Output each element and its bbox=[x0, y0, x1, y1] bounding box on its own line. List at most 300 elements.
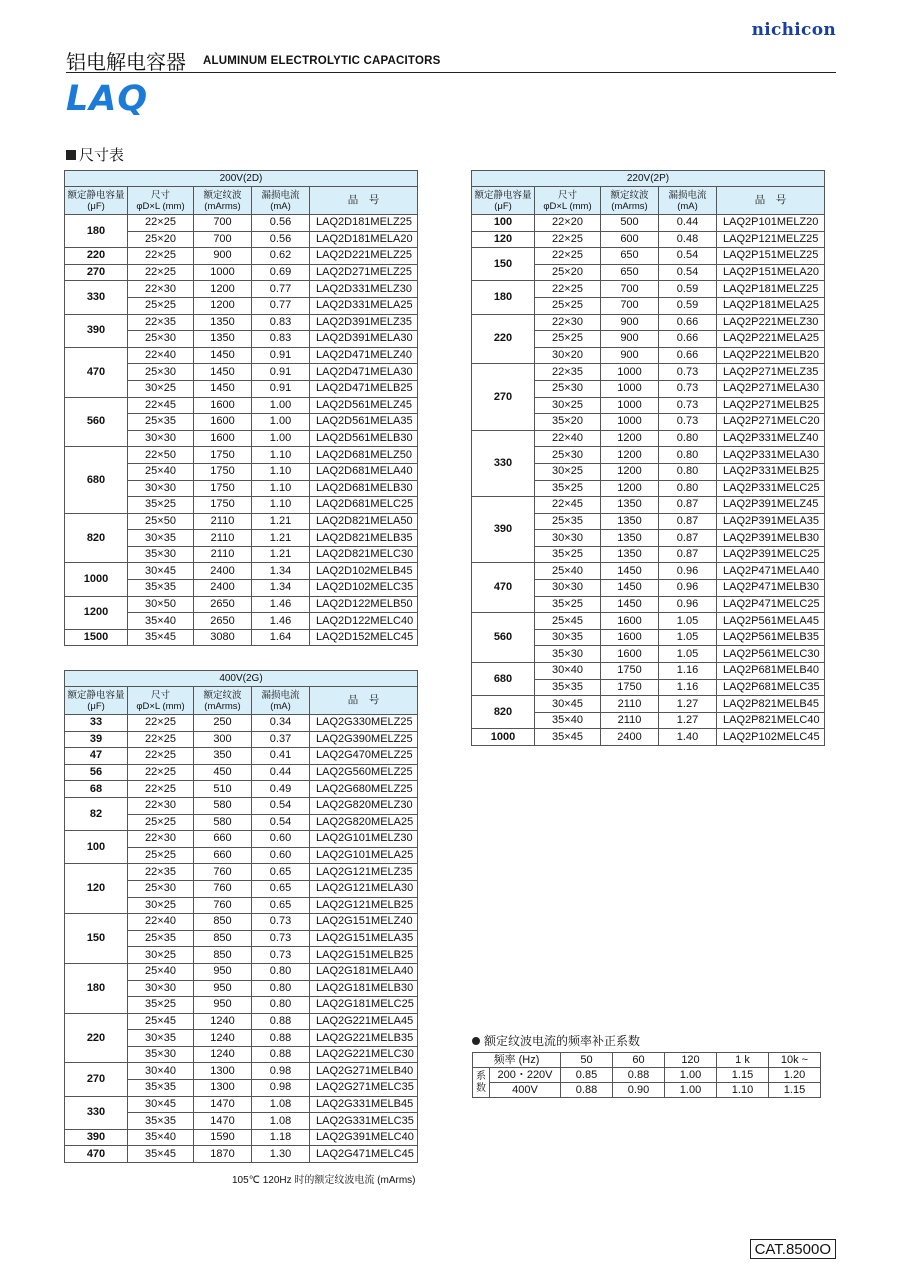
ripple-cell: 2110 bbox=[194, 530, 252, 547]
dimension-cell: 35×35 bbox=[128, 1113, 194, 1130]
freq-table-title bbox=[472, 1032, 640, 1049]
freq-row bbox=[473, 1083, 821, 1098]
part-number-cell: LAQ2P271MELB25 bbox=[717, 397, 825, 414]
dimension-cell: 22×40 bbox=[535, 430, 601, 447]
leakage-header-line2: (mA) bbox=[677, 200, 698, 212]
table-row bbox=[65, 347, 418, 364]
dimension-cell: 35×25 bbox=[535, 480, 601, 497]
part-number-cell: LAQ2D681MELA40 bbox=[310, 463, 418, 480]
table-row bbox=[65, 264, 418, 281]
part-number-cell: LAQ2P151MELA20 bbox=[717, 264, 825, 281]
part-number-cell: LAQ2G221MELC30 bbox=[310, 1046, 418, 1063]
part-number-cell: LAQ2D471MELA30 bbox=[310, 364, 418, 381]
part-number-cell: LAQ2D681MELZ50 bbox=[310, 447, 418, 464]
capacitance-cell: 820 bbox=[472, 696, 535, 729]
dimension-cell: 22×25 bbox=[128, 748, 194, 765]
leakage-cell: 0.88 bbox=[252, 1013, 310, 1030]
ripple-header bbox=[194, 687, 252, 715]
ripple-cell: 1470 bbox=[194, 1096, 252, 1113]
dimension-cell: 25×30 bbox=[128, 364, 194, 381]
dimension-header-line2: φD×L (mm) bbox=[136, 700, 185, 712]
dimension-cell: 25×25 bbox=[128, 814, 194, 831]
leakage-cell: 0.80 bbox=[252, 997, 310, 1014]
part-number-cell: LAQ2D561MELZ45 bbox=[310, 397, 418, 414]
leakage-cell: 0.44 bbox=[252, 764, 310, 781]
table-row bbox=[65, 963, 418, 980]
leakage-cell: 1.10 bbox=[252, 463, 310, 480]
capacitance-cell: 270 bbox=[472, 364, 535, 430]
cap-header-line1: 额定静电容量 bbox=[67, 689, 125, 701]
coefficient-cell: 1.20 bbox=[769, 1068, 821, 1083]
leakage-cell: 0.88 bbox=[252, 1046, 310, 1063]
table-row bbox=[65, 447, 418, 464]
ripple-cell: 1000 bbox=[601, 397, 659, 414]
ripple-header-line2: (mArms) bbox=[204, 700, 241, 712]
dimension-cell: 22×50 bbox=[128, 447, 194, 464]
freq-voltage-cell: 200・220V bbox=[490, 1068, 561, 1083]
dimension-cell: 25×45 bbox=[128, 1013, 194, 1030]
capacitance-cell: 82 bbox=[65, 797, 128, 830]
leakage-cell: 0.60 bbox=[252, 831, 310, 848]
leakage-cell: 0.80 bbox=[659, 463, 717, 480]
part-number-cell: LAQ2G330MELZ25 bbox=[310, 715, 418, 732]
column-header-row bbox=[65, 687, 418, 715]
dimension-header-line2: φD×L (mm) bbox=[543, 200, 592, 212]
coefficient-label-2: 数 bbox=[476, 1082, 486, 1094]
leakage-cell: 1.05 bbox=[659, 629, 717, 646]
capacitance-cell: 330 bbox=[65, 281, 128, 314]
freq-header-label: 频率 (Hz) bbox=[473, 1053, 561, 1068]
part-number-cell: LAQ2G121MELA30 bbox=[310, 880, 418, 897]
capacitance-cell: 1200 bbox=[65, 596, 128, 629]
dimension-cell: 22×30 bbox=[128, 831, 194, 848]
leakage-cell: 0.56 bbox=[252, 231, 310, 248]
table-400v bbox=[64, 670, 418, 1163]
ripple-cell: 1350 bbox=[194, 314, 252, 331]
capacitance-cell: 390 bbox=[65, 314, 128, 347]
table-row bbox=[65, 596, 418, 613]
leakage-cell: 0.96 bbox=[659, 563, 717, 580]
part-number-cell: LAQ2D561MELA35 bbox=[310, 414, 418, 431]
part-number-cell: LAQ2P331MELC25 bbox=[717, 480, 825, 497]
table-row bbox=[65, 1146, 418, 1163]
ripple-cell: 1240 bbox=[194, 1030, 252, 1047]
part-number-cell: LAQ2G101MELZ30 bbox=[310, 831, 418, 848]
ripple-cell: 250 bbox=[194, 715, 252, 732]
capacitance-cell: 56 bbox=[65, 764, 128, 781]
dimension-cell: 30×25 bbox=[128, 897, 194, 914]
ripple-cell: 1450 bbox=[601, 580, 659, 597]
dimension-cell: 25×35 bbox=[535, 513, 601, 530]
ripple-cell: 760 bbox=[194, 864, 252, 881]
table-row bbox=[65, 314, 418, 331]
part-number-cell: LAQ2G151MELB25 bbox=[310, 947, 418, 964]
leakage-header-line1: 漏损电流 bbox=[261, 689, 300, 701]
ripple-cell: 850 bbox=[194, 930, 252, 947]
leakage-cell: 0.80 bbox=[252, 963, 310, 980]
dimension-cell: 30×35 bbox=[535, 629, 601, 646]
part-number-cell: LAQ2P471MELA40 bbox=[717, 563, 825, 580]
leakage-cell: 0.60 bbox=[252, 847, 310, 864]
capacitance-cell: 470 bbox=[65, 347, 128, 397]
column-header-row bbox=[65, 187, 418, 215]
leakage-cell: 1.00 bbox=[252, 430, 310, 447]
ripple-cell: 1870 bbox=[194, 1146, 252, 1163]
table-row bbox=[65, 831, 418, 848]
ripple-cell: 660 bbox=[194, 831, 252, 848]
capacitance-cell: 390 bbox=[472, 497, 535, 563]
dimension-cell: 30×40 bbox=[128, 1063, 194, 1080]
leakage-cell: 1.40 bbox=[659, 729, 717, 746]
dimension-cell: 35×40 bbox=[535, 712, 601, 729]
part-number-cell: LAQ2P151MELZ25 bbox=[717, 248, 825, 265]
ripple-cell: 1200 bbox=[601, 480, 659, 497]
leakage-cell: 0.65 bbox=[252, 897, 310, 914]
part-number-cell: LAQ2D681MELB30 bbox=[310, 480, 418, 497]
part-number-cell: LAQ2G680MELZ25 bbox=[310, 781, 418, 798]
part-number-cell: LAQ2P391MELC25 bbox=[717, 546, 825, 563]
freq-value-header: 60 bbox=[613, 1053, 665, 1068]
leakage-cell: 1.05 bbox=[659, 646, 717, 663]
dimension-cell: 30×30 bbox=[128, 430, 194, 447]
freq-value-header: 10k ~ bbox=[769, 1053, 821, 1068]
dimension-cell: 30×30 bbox=[128, 980, 194, 997]
dimension-cell: 35×30 bbox=[128, 1046, 194, 1063]
part-number-cell: LAQ2G181MELC25 bbox=[310, 997, 418, 1014]
dimension-cell: 35×30 bbox=[535, 646, 601, 663]
part-number-cell: LAQ2G151MELA35 bbox=[310, 930, 418, 947]
voltage-row bbox=[472, 171, 825, 187]
ripple-cell: 1750 bbox=[194, 497, 252, 514]
ripple-cell: 700 bbox=[601, 281, 659, 298]
ripple-header-line2: (mArms) bbox=[611, 200, 648, 212]
part-number-cell: LAQ2D561MELB30 bbox=[310, 430, 418, 447]
part-number-cell: LAQ2G560MELZ25 bbox=[310, 764, 418, 781]
ripple-cell: 2650 bbox=[194, 613, 252, 630]
leakage-header bbox=[659, 187, 717, 215]
table-row bbox=[472, 314, 825, 331]
capacitance-cell: 120 bbox=[65, 864, 128, 914]
dimension-header-line1: 尺寸 bbox=[557, 189, 577, 201]
dimension-cell: 35×25 bbox=[535, 546, 601, 563]
table-row bbox=[472, 364, 825, 381]
capacitance-cell: 180 bbox=[65, 963, 128, 1013]
cap-header-line1: 额定静电容量 bbox=[67, 189, 125, 201]
dimension-cell: 30×45 bbox=[128, 1096, 194, 1113]
cap-header-line2: (μF) bbox=[87, 200, 105, 212]
ripple-cell: 300 bbox=[194, 731, 252, 748]
part-number-cell: LAQ2P331MELB25 bbox=[717, 463, 825, 480]
ripple-cell: 650 bbox=[601, 248, 659, 265]
table-row bbox=[472, 563, 825, 580]
part-number-cell: LAQ2D821MELA50 bbox=[310, 513, 418, 530]
ripple-cell: 950 bbox=[194, 980, 252, 997]
ripple-cell: 350 bbox=[194, 748, 252, 765]
voltage-header: 220V(2P) bbox=[472, 171, 825, 187]
leakage-cell: 0.87 bbox=[659, 513, 717, 530]
coefficient-cell: 1.15 bbox=[717, 1068, 769, 1083]
leakage-cell: 0.91 bbox=[252, 380, 310, 397]
capacitance-cell: 1000 bbox=[65, 563, 128, 596]
ripple-cell: 1350 bbox=[601, 513, 659, 530]
dimension-cell: 25×20 bbox=[128, 231, 194, 248]
capacitance-cell: 100 bbox=[472, 215, 535, 232]
freq-correction-table bbox=[472, 1052, 821, 1098]
table-row bbox=[472, 248, 825, 265]
capacitance-cell: 180 bbox=[65, 215, 128, 248]
ripple-cell: 1600 bbox=[194, 414, 252, 431]
dimension-cell: 35×25 bbox=[128, 997, 194, 1014]
part-number-cell: LAQ2P271MELC20 bbox=[717, 414, 825, 431]
part-number-cell: LAQ2G181MELB30 bbox=[310, 980, 418, 997]
leakage-header bbox=[252, 187, 310, 215]
leakage-cell: 1.10 bbox=[252, 497, 310, 514]
dimension-cell: 25×25 bbox=[535, 331, 601, 348]
dimension-cell: 30×25 bbox=[128, 947, 194, 964]
dimension-cell: 35×25 bbox=[128, 497, 194, 514]
ripple-cell: 1600 bbox=[194, 397, 252, 414]
part-number-cell: LAQ2G121MELZ35 bbox=[310, 864, 418, 881]
ripple-cell: 900 bbox=[601, 347, 659, 364]
dimension-cell: 25×25 bbox=[128, 297, 194, 314]
leakage-cell: 1.16 bbox=[659, 679, 717, 696]
ripple-cell: 1750 bbox=[601, 679, 659, 696]
ripple-cell: 1240 bbox=[194, 1013, 252, 1030]
table-row bbox=[65, 1129, 418, 1146]
leakage-header-line2: (mA) bbox=[270, 200, 291, 212]
part-number-cell: LAQ2D152MELC45 bbox=[310, 629, 418, 646]
dimension-cell: 35×45 bbox=[128, 1146, 194, 1163]
part-number-header: 品 号 bbox=[310, 187, 418, 215]
table-row bbox=[65, 764, 418, 781]
leakage-cell: 0.87 bbox=[659, 530, 717, 547]
cap-header-line2: (μF) bbox=[494, 200, 512, 212]
ripple-cell: 760 bbox=[194, 880, 252, 897]
capacitance-cell: 270 bbox=[65, 1063, 128, 1096]
part-number-cell: LAQ2D471MELB25 bbox=[310, 380, 418, 397]
part-number-cell: LAQ2D471MELZ40 bbox=[310, 347, 418, 364]
coefficient-cell: 1.10 bbox=[717, 1083, 769, 1098]
ripple-cell: 700 bbox=[194, 231, 252, 248]
dimension-cell: 22×25 bbox=[128, 248, 194, 265]
table-row bbox=[65, 215, 418, 232]
cap-header-line1: 额定静电容量 bbox=[474, 189, 532, 201]
ripple-cell: 1600 bbox=[194, 430, 252, 447]
leakage-cell: 1.64 bbox=[252, 629, 310, 646]
freq-voltage-cell: 400V bbox=[490, 1083, 561, 1098]
dimension-header-line2: φD×L (mm) bbox=[136, 200, 185, 212]
ripple-cell: 1600 bbox=[601, 629, 659, 646]
dimension-cell: 22×25 bbox=[535, 231, 601, 248]
part-number-cell: LAQ2P561MELA45 bbox=[717, 613, 825, 630]
part-number-cell: LAQ2P181MELA25 bbox=[717, 297, 825, 314]
leakage-cell: 0.54 bbox=[252, 814, 310, 831]
dimension-cell: 30×25 bbox=[128, 380, 194, 397]
capacitance-cell: 470 bbox=[65, 1146, 128, 1163]
part-number-cell: LAQ2P221MELB20 bbox=[717, 347, 825, 364]
ripple-cell: 1590 bbox=[194, 1129, 252, 1146]
dimension-cell: 25×35 bbox=[128, 414, 194, 431]
dimension-cell: 35×35 bbox=[128, 1080, 194, 1097]
part-number-cell: LAQ2G820MELZ30 bbox=[310, 797, 418, 814]
part-number-cell: LAQ2P271MELA30 bbox=[717, 380, 825, 397]
ripple-cell: 1450 bbox=[194, 364, 252, 381]
leakage-cell: 1.34 bbox=[252, 563, 310, 580]
dimension-cell: 35×45 bbox=[535, 729, 601, 746]
table-row bbox=[65, 864, 418, 881]
dimension-cell: 22×25 bbox=[535, 248, 601, 265]
leakage-cell: 0.73 bbox=[659, 364, 717, 381]
section-heading bbox=[66, 144, 124, 165]
dimension-cell: 30×35 bbox=[128, 530, 194, 547]
leakage-cell: 0.73 bbox=[659, 397, 717, 414]
ripple-cell: 1350 bbox=[194, 331, 252, 348]
leakage-cell: 0.83 bbox=[252, 314, 310, 331]
part-number-cell: LAQ2P681MELC35 bbox=[717, 679, 825, 696]
capacitance-cell: 330 bbox=[472, 430, 535, 496]
dimension-cell: 35×40 bbox=[128, 1129, 194, 1146]
bullet-icon bbox=[472, 1037, 480, 1045]
dimension-cell: 25×30 bbox=[535, 447, 601, 464]
capacitance-cell: 68 bbox=[65, 781, 128, 798]
coefficient-cell: 0.88 bbox=[613, 1068, 665, 1083]
dimension-cell: 22×25 bbox=[128, 764, 194, 781]
ripple-cell: 2110 bbox=[194, 546, 252, 563]
part-number-cell: LAQ2D181MELZ25 bbox=[310, 215, 418, 232]
table-row bbox=[472, 613, 825, 630]
ripple-cell: 2110 bbox=[194, 513, 252, 530]
dimension-cell: 25×35 bbox=[128, 930, 194, 947]
part-number-cell: LAQ2P391MELB30 bbox=[717, 530, 825, 547]
table-row bbox=[65, 248, 418, 265]
part-number-cell: LAQ2D681MELC25 bbox=[310, 497, 418, 514]
ripple-cell: 2400 bbox=[601, 729, 659, 746]
leakage-cell: 0.77 bbox=[252, 297, 310, 314]
part-number-header: 品 号 bbox=[310, 687, 418, 715]
ripple-cell: 580 bbox=[194, 814, 252, 831]
leakage-cell: 0.34 bbox=[252, 715, 310, 732]
table-row bbox=[472, 215, 825, 232]
table-row bbox=[65, 1096, 418, 1113]
cap-header bbox=[472, 187, 535, 215]
freq-title-text: 额定纹波电流的频率补正系数 bbox=[484, 1034, 641, 1048]
ripple-cell: 950 bbox=[194, 963, 252, 980]
leakage-cell: 0.87 bbox=[659, 546, 717, 563]
leakage-cell: 0.80 bbox=[659, 447, 717, 464]
ripple-cell: 3080 bbox=[194, 629, 252, 646]
capacitance-cell: 100 bbox=[65, 831, 128, 864]
ripple-cell: 850 bbox=[194, 914, 252, 931]
part-number-cell: LAQ2P471MELB30 bbox=[717, 580, 825, 597]
ripple-cell: 1240 bbox=[194, 1046, 252, 1063]
leakage-cell: 0.96 bbox=[659, 596, 717, 613]
dimension-cell: 22×25 bbox=[128, 781, 194, 798]
capacitance-cell: 330 bbox=[65, 1096, 128, 1129]
leakage-cell: 1.30 bbox=[252, 1146, 310, 1163]
leakage-cell: 1.00 bbox=[252, 414, 310, 431]
part-number-cell: LAQ2P271MELZ35 bbox=[717, 364, 825, 381]
ripple-cell: 2400 bbox=[194, 580, 252, 597]
ripple-cell: 1000 bbox=[601, 414, 659, 431]
part-number-cell: LAQ2G391MELC40 bbox=[310, 1129, 418, 1146]
ripple-cell: 450 bbox=[194, 764, 252, 781]
dimension-cell: 22×45 bbox=[128, 397, 194, 414]
ripple-cell: 1300 bbox=[194, 1080, 252, 1097]
ripple-header-line1: 额定纹波 bbox=[203, 189, 242, 201]
dimension-cell: 22×25 bbox=[128, 715, 194, 732]
voltage-row bbox=[65, 171, 418, 187]
freq-value-header: 50 bbox=[561, 1053, 613, 1068]
leakage-cell: 0.83 bbox=[252, 331, 310, 348]
dimension-cell: 25×20 bbox=[535, 264, 601, 281]
capacitance-cell: 220 bbox=[472, 314, 535, 364]
dimension-cell: 30×20 bbox=[535, 347, 601, 364]
freq-header-row bbox=[473, 1053, 821, 1068]
ripple-cell: 1350 bbox=[601, 546, 659, 563]
ripple-header-line1: 额定纹波 bbox=[203, 689, 242, 701]
dimension-cell: 25×50 bbox=[128, 513, 194, 530]
section-title: 尺寸表 bbox=[79, 146, 125, 164]
leakage-cell: 1.08 bbox=[252, 1096, 310, 1113]
dimension-cell: 25×45 bbox=[535, 613, 601, 630]
dimension-cell: 22×40 bbox=[128, 347, 194, 364]
ripple-cell: 1750 bbox=[194, 447, 252, 464]
dimension-cell: 25×40 bbox=[535, 563, 601, 580]
coefficient-cell: 0.90 bbox=[613, 1083, 665, 1098]
leakage-header-line2: (mA) bbox=[270, 700, 291, 712]
ripple-cell: 1300 bbox=[194, 1063, 252, 1080]
ripple-cell: 1200 bbox=[601, 463, 659, 480]
ripple-cell: 700 bbox=[601, 297, 659, 314]
part-number-cell: LAQ2P221MELZ30 bbox=[717, 314, 825, 331]
cap-header-line2: (μF) bbox=[87, 700, 105, 712]
freq-row bbox=[473, 1068, 821, 1083]
leakage-cell: 1.27 bbox=[659, 712, 717, 729]
capacitance-cell: 150 bbox=[472, 248, 535, 281]
dimension-cell: 35×30 bbox=[128, 546, 194, 563]
leakage-cell: 0.80 bbox=[659, 480, 717, 497]
leakage-cell: 0.80 bbox=[659, 430, 717, 447]
dimension-cell: 22×25 bbox=[128, 215, 194, 232]
leakage-cell: 0.62 bbox=[252, 248, 310, 265]
part-number-cell: LAQ2G271MELB40 bbox=[310, 1063, 418, 1080]
capacitance-cell: 180 bbox=[472, 281, 535, 314]
dimension-cell: 22×40 bbox=[128, 914, 194, 931]
table-row bbox=[472, 696, 825, 713]
ripple-cell: 1000 bbox=[601, 364, 659, 381]
leakage-cell: 0.54 bbox=[659, 248, 717, 265]
part-number-cell: LAQ2G181MELA40 bbox=[310, 963, 418, 980]
part-number-cell: LAQ2D331MELZ30 bbox=[310, 281, 418, 298]
part-number-cell: LAQ2P181MELZ25 bbox=[717, 281, 825, 298]
table-row bbox=[65, 797, 418, 814]
freq-value-header: 120 bbox=[665, 1053, 717, 1068]
dimension-cell: 25×40 bbox=[128, 463, 194, 480]
title-divider bbox=[66, 72, 836, 73]
part-number-cell: LAQ2G271MELC35 bbox=[310, 1080, 418, 1097]
table-row bbox=[65, 513, 418, 530]
leakage-cell: 0.88 bbox=[252, 1030, 310, 1047]
leakage-cell: 0.91 bbox=[252, 364, 310, 381]
dimension-cell: 25×40 bbox=[128, 963, 194, 980]
part-number-cell: LAQ2P102MELC45 bbox=[717, 729, 825, 746]
part-number-cell: LAQ2G151MELZ40 bbox=[310, 914, 418, 931]
ripple-note: 105℃ 120Hz 时的额定纹波电流 (mArms) bbox=[232, 1175, 416, 1186]
leakage-cell: 1.46 bbox=[252, 613, 310, 630]
capacitance-cell: 47 bbox=[65, 748, 128, 765]
part-number-cell: LAQ2P681MELB40 bbox=[717, 663, 825, 680]
ripple-header bbox=[194, 187, 252, 215]
